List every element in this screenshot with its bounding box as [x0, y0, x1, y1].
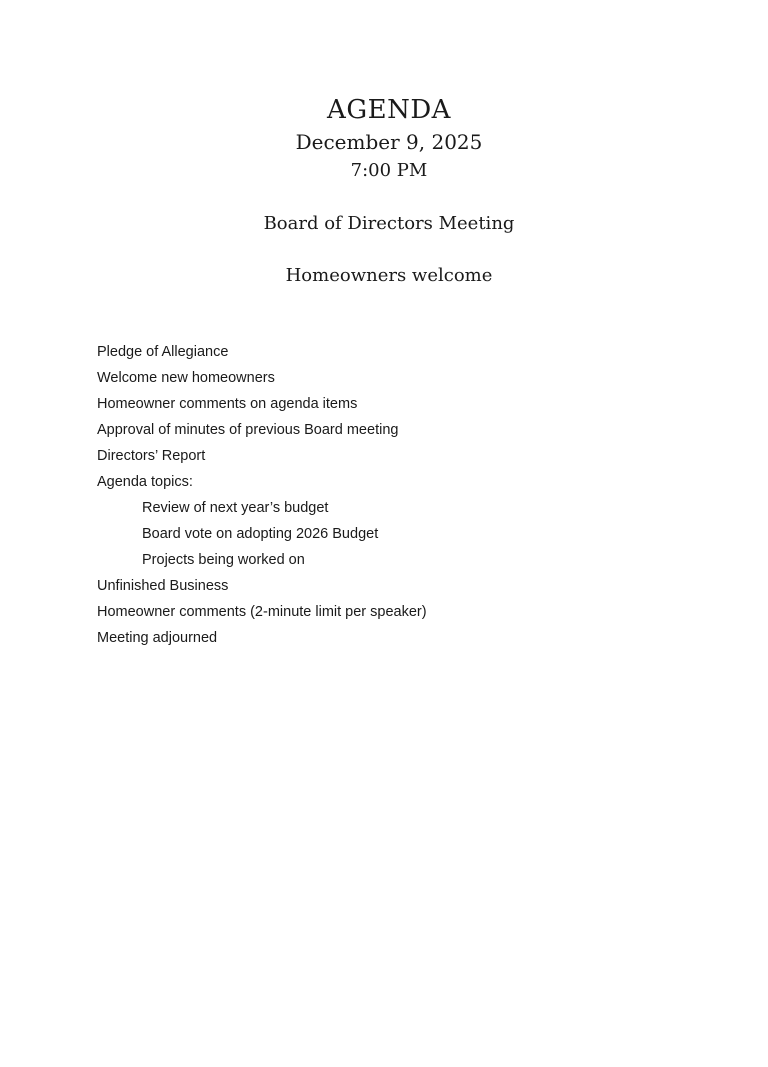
agenda-item: Welcome new homeowners: [97, 370, 275, 386]
agenda-topic: Board vote on adopting 2026 Budget: [142, 526, 379, 542]
agenda-item: Pledge of Allegiance: [97, 344, 229, 360]
meeting-date: December 9, 2025: [295, 130, 483, 154]
meeting-time: 7:00 PM: [350, 160, 428, 181]
agenda-item: Homeowner comments (2-minute limit per speaker): [97, 604, 427, 620]
agenda-item: Meeting adjourned: [97, 630, 218, 646]
agenda-item: Directors’ Report: [97, 448, 206, 464]
welcome-note: Homeowners welcome: [285, 265, 493, 286]
agenda-list: [97, 342, 717, 654]
agenda-item: Unfinished Business: [97, 578, 229, 594]
agenda-topic: Projects being worked on: [142, 552, 305, 568]
agenda-topic: Review of next year’s budget: [142, 500, 329, 516]
agenda-item: Homeowner comments on agenda items: [97, 396, 358, 412]
page-title: AGENDA: [327, 95, 451, 125]
agenda-item: Agenda topics:: [97, 474, 193, 490]
agenda-item: Approval of minutes of previous Board meeting: [97, 422, 399, 438]
meeting-name: Board of Directors Meeting: [263, 213, 515, 234]
